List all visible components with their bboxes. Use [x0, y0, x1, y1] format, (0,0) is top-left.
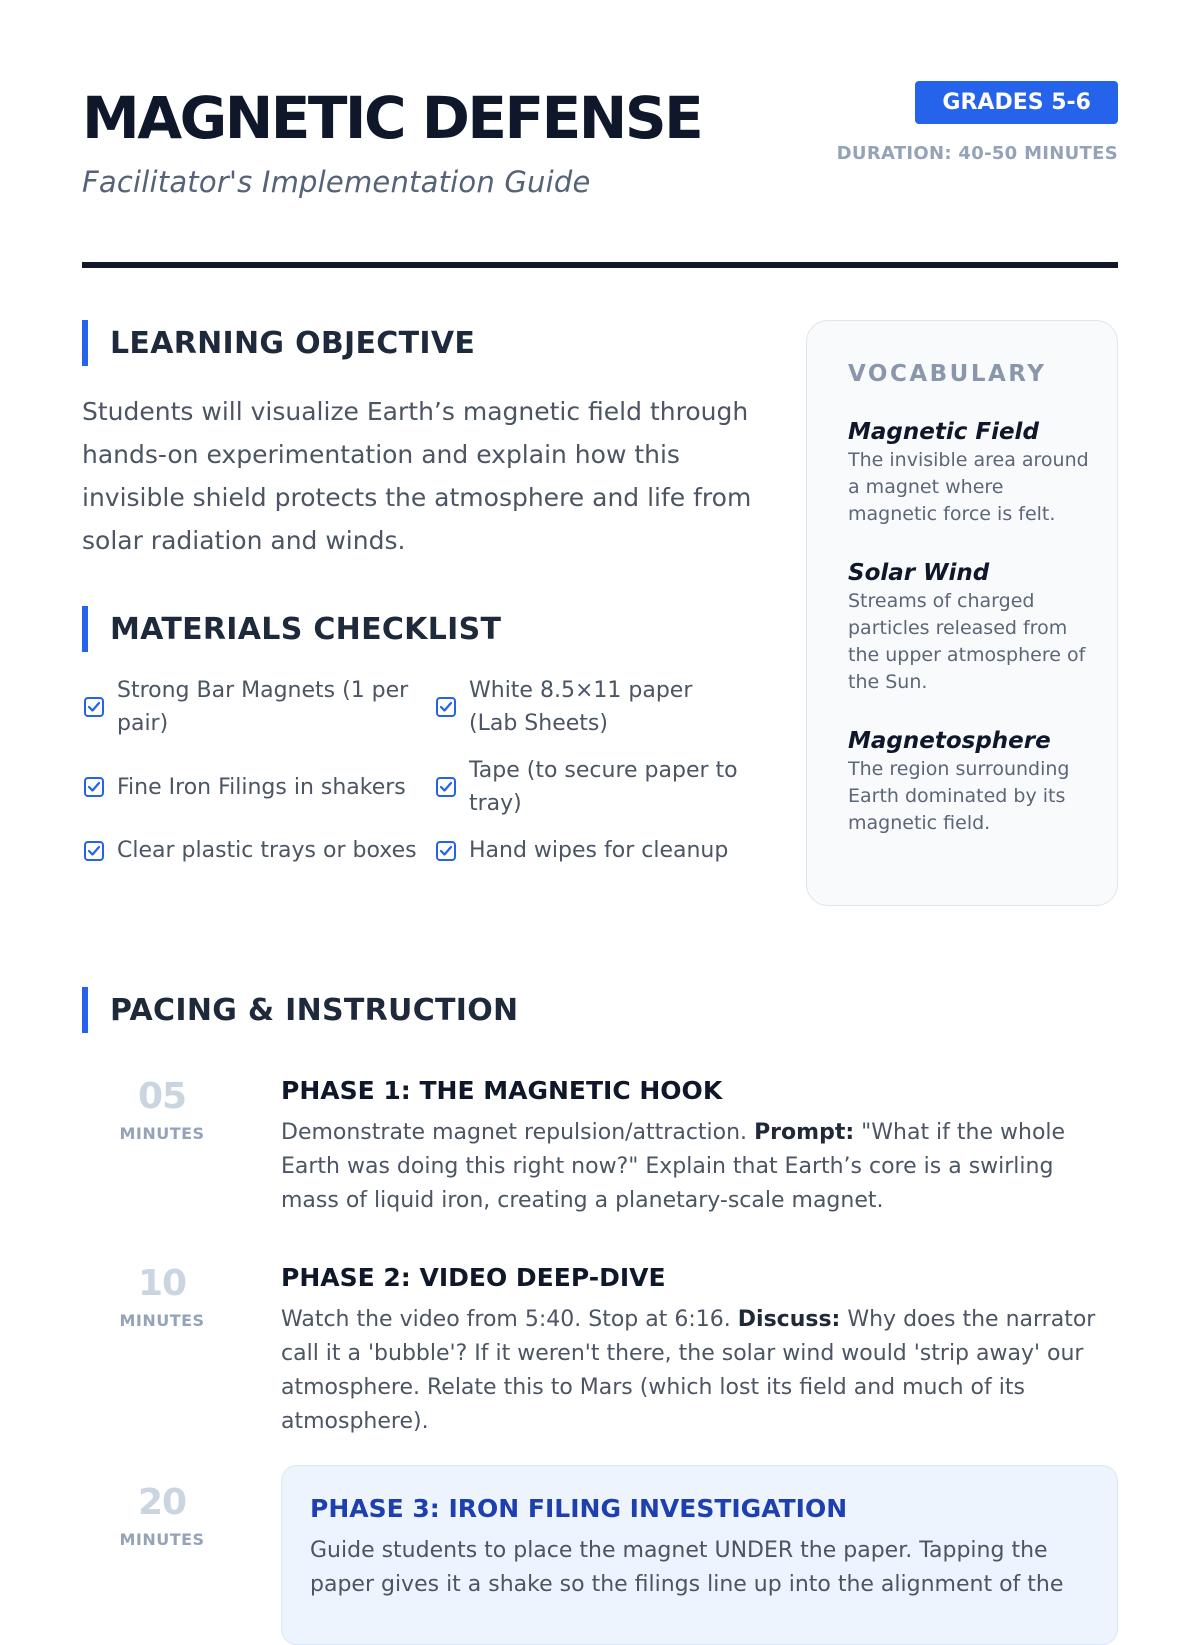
checklist-item[interactable]	[434, 834, 744, 867]
vocabulary-definition: The region surrounding Earth dominated by its magnetic field.	[848, 758, 1070, 834]
vocabulary-entry	[848, 726, 1089, 837]
page-title: MAGNETIC DEFENSE	[82, 84, 702, 152]
phase-text-rest: Why does the narrator call it a 'bubble'? If it weren't there, the solar wind would 'strip away' our atmosphere. Relate this to Mars (which lost its field and much of its atmosphere).	[281, 1307, 1096, 1434]
phase-description: Guide students to place the magnet UNDER the paper. Tapping the paper gives it a shake so the filings line up into the alignment of the	[310, 1538, 1064, 1597]
vocabulary-definition: The invisible area around a magnet where magnetic force is felt.	[848, 449, 1089, 525]
phase-discuss-label: Discuss:	[737, 1307, 841, 1332]
phase-title: PHASE 2: VIDEO DEEP-DIVE	[281, 1263, 666, 1292]
checklist-item[interactable]	[434, 674, 744, 740]
left-column	[82, 320, 762, 867]
phase-content	[281, 1263, 1118, 1439]
overview-section	[82, 268, 1118, 968]
materials-checklist	[82, 674, 762, 867]
phase-content	[281, 1076, 1118, 1218]
phase-minutes-unit: MINUTES	[119, 1124, 205, 1143]
vocabulary-term: Solar Wind	[848, 560, 990, 586]
checklist-item[interactable]	[82, 674, 434, 740]
checklist-label: Tape (to secure paper to tray)	[469, 758, 738, 816]
checkbox-checked-icon	[434, 839, 458, 863]
phase-title: PHASE 3: IRON FILING INVESTIGATION	[310, 1494, 848, 1523]
checklist-item[interactable]	[82, 834, 434, 867]
phase-title: PHASE 1: THE MAGNETIC HOOK	[281, 1076, 723, 1105]
checklist-label: White 8.5×11 paper (Lab Sheets)	[469, 678, 693, 736]
phase-minutes-unit: MINUTES	[119, 1530, 205, 1549]
vocabulary-entry	[848, 558, 1089, 696]
vocabulary-entry	[848, 417, 1089, 528]
phase-duration	[82, 1265, 242, 1330]
phase-description	[281, 1116, 1118, 1218]
checklist-label: Hand wipes for cleanup	[469, 838, 729, 863]
checklist-label: Strong Bar Magnets (1 per pair)	[117, 678, 409, 736]
phase-duration	[82, 1484, 242, 1549]
vocabulary-definition: Streams of charged particles released from the upper atmosphere of the Sun.	[848, 590, 1086, 693]
page-header	[82, 0, 1118, 268]
phase-duration	[82, 1078, 242, 1143]
phase-highlight-card	[281, 1465, 1118, 1645]
vocabulary-heading: VOCABULARY	[848, 361, 1047, 387]
checkbox-checked-icon	[82, 839, 106, 863]
vocabulary-card	[806, 320, 1118, 906]
checklist-label: Fine Iron Filings in shakers	[117, 774, 406, 800]
phase-text-rest: "What if the whole Earth was doing this right now?" Explain that Earth’s core is a swirling mass of liquid iron, creating a planetary-scale magnet.	[281, 1120, 1066, 1213]
checkbox-checked-icon	[82, 695, 106, 719]
phase-minutes: 10	[137, 1263, 187, 1304]
vocabulary-term: Magnetic Field	[848, 419, 1039, 445]
phase-text-lead: Demonstrate magnet repulsion/attraction.	[281, 1120, 748, 1145]
phase-minutes-unit: MINUTES	[119, 1311, 205, 1330]
phase-minutes: 20	[137, 1482, 187, 1523]
objective-heading: LEARNING OBJECTIVE	[82, 320, 762, 366]
phase-text-lead: Watch the video from 5:40. Stop at 6:16.	[281, 1307, 731, 1332]
checkbox-checked-icon	[434, 695, 458, 719]
grade-badge: GRADES 5-6	[915, 81, 1118, 124]
duration-label: DURATION: 40-50 MINUTES	[836, 143, 1118, 164]
phase-minutes: 05	[137, 1076, 187, 1117]
checklist-item[interactable]	[82, 754, 434, 820]
checklist-item[interactable]	[434, 754, 744, 820]
vocabulary-term: Magnetosphere	[848, 728, 1051, 754]
materials-heading: MATERIALS CHECKLIST	[82, 606, 762, 652]
objective-text: Students will visualize Earth’s magnetic field through hands-on experimentation and explain how this invisible shield protects the atmosphere and life from solar radiation and winds.	[82, 397, 752, 555]
checklist-label: Clear plastic trays or boxes	[117, 838, 417, 863]
phase-description	[281, 1303, 1118, 1439]
pacing-heading: PACING & INSTRUCTION	[82, 987, 782, 1033]
checkbox-checked-icon	[434, 775, 458, 799]
phase-prompt-label: Prompt:	[754, 1120, 855, 1145]
page-subtitle: Facilitator's Implementation Guide	[82, 165, 591, 199]
checkbox-checked-icon	[82, 775, 106, 799]
